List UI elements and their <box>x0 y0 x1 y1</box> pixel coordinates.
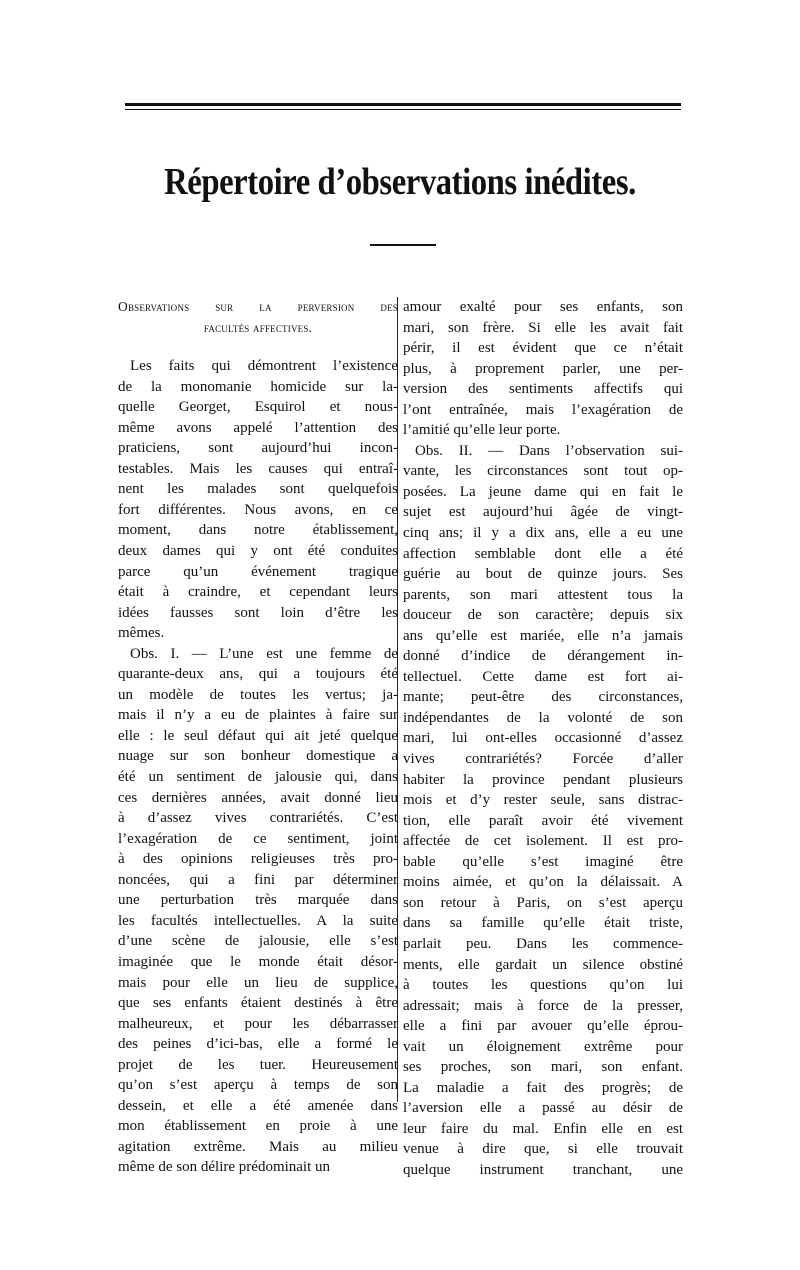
text-line: adressait; mais à force de la presser, <box>403 997 683 1014</box>
right-column <box>403 297 683 1181</box>
text-line: l’amitié qu’elle leur porte. <box>403 422 561 439</box>
text-line: elle a fini par avouer qu’elle éprou- <box>403 1018 683 1035</box>
text-line: vait un éloignement extrême pour <box>403 1038 683 1055</box>
text-line: que ses enfants étaient destinés à être <box>118 995 398 1012</box>
text-line: vives contrariétés? Forcée d’aller <box>403 751 683 768</box>
section-heading: facultés affectives. <box>203 319 313 335</box>
text-line: ments, elle gardait un silence obstiné <box>403 956 683 973</box>
text-line: habiter la province pendant plusieurs <box>403 771 683 788</box>
text-line: parce qu’un événement tragique <box>118 563 398 580</box>
text-line: ans qu’elle est mariée, elle n’a jamais <box>403 627 683 644</box>
text-line: été un sentiment de jalousie qui, dans <box>118 769 398 786</box>
text-line: cinq ans; il y a dix ans, elle a eu une <box>403 525 683 542</box>
text-line: Les faits qui démontrent l’existence <box>130 358 398 375</box>
text-line: mari, lui ont-elles occasionné d’assez <box>403 730 683 747</box>
text-line: sujet est aujourd’hui âgée de vingt- <box>403 504 683 521</box>
text-line: à d’assez vives contrariétés. C’est <box>118 810 398 827</box>
text-line: bable qu’elle s’est imaginé être <box>403 853 683 870</box>
text-line: mois et d’y rester seule, sans distrac- <box>403 792 683 809</box>
left-column <box>118 297 398 1178</box>
text-line: qu’on s’est aperçu à temps de son <box>118 1077 398 1094</box>
text-line: quarante-deux ans, qui a toujours été <box>118 666 398 683</box>
text-line: douceur de son caractère; depuis six <box>403 607 683 624</box>
text-line: posées. La jeune dame qui en fait le <box>403 483 683 500</box>
text-line: d’une scène de jalousie, elle s’est <box>118 933 398 950</box>
text-line: tion, elle paraît avoir été vivement <box>403 812 683 829</box>
text-line: dessein, et elle a été amenée dans <box>118 1097 398 1114</box>
text-line: mante; peut-être des circonstances, <box>403 689 683 706</box>
text-line: ses proches, son mari, son enfant. <box>403 1059 683 1076</box>
text-line: leur faire du mal. Enfin elle en est <box>403 1120 683 1137</box>
text-line: projet de les tuer. Heureusement <box>118 1056 398 1073</box>
text-line: les facultés intellectuelles. A la suite <box>118 912 398 929</box>
text-line: mais il n’y a eu de plaintes à faire sur <box>118 707 398 724</box>
text-line: l’ont entraînée, mais l’exagération de <box>403 401 683 418</box>
text-line: mêmes. <box>118 625 165 642</box>
text-line: praticiens, sont aujourd’hui incon- <box>118 440 398 457</box>
text-line: parents, son mari attestent tous la <box>403 586 683 603</box>
text-line: moins aimée, et qu’on la délaissait. A <box>403 874 683 891</box>
text-line: idées fausses sont loin d’être les <box>118 604 398 621</box>
text-line: était à craindre, et cependant leurs <box>118 584 398 601</box>
text-line: indépendantes de la volonté de son <box>403 709 683 726</box>
text-line: vante, les circonstances sont tout op- <box>403 463 683 480</box>
text-line: fort différentes. Nous avons, en ce <box>118 501 398 518</box>
text-line: l’exagération de ce sentiment, joint <box>118 830 398 847</box>
text-line: nent les malades sont quelquefois <box>118 481 398 498</box>
text-line: imaginée que le monde était désor- <box>118 953 398 970</box>
text-line: malheureux, et pour les débarrasser <box>118 1015 398 1032</box>
text-line: testables. Mais les causes qui entraî- <box>118 460 398 477</box>
header-rule-thin <box>125 109 681 110</box>
text-line: mais pour elle un lieu de supplice, <box>118 974 398 991</box>
text-line: tellectuel. Cette dame est fort ai- <box>403 668 683 685</box>
page-title: Répertoire d’observations inédites. <box>164 161 636 203</box>
text-line: quelle Georget, Esquirol et nous- <box>118 399 398 416</box>
text-line: Obs. I. — L’une est une femme de <box>130 645 398 662</box>
text-line: noncées, qui a fini par déterminer <box>118 871 398 888</box>
text-line: mari, son frère. Si elle les avait fait <box>403 319 683 336</box>
text-line: deux dames qui y ont été conduites <box>118 543 398 560</box>
text-line: affectée de cet isolement. Il est pro- <box>403 833 683 850</box>
text-line: dans sa famille qu’elle était triste, <box>403 915 683 932</box>
text-line: mon établissement en proie à une <box>118 1118 398 1135</box>
text-line: de la monomanie homicide sur la- <box>118 378 398 395</box>
spacer <box>118 338 398 356</box>
text-line: plus, à proprement parler, une per- <box>403 360 683 377</box>
text-line: même avons appelé l’attention des <box>118 419 398 436</box>
text-line: La maladie a fait des progrès; de <box>403 1079 683 1096</box>
text-line: un modèle de toutes les vertus; ja- <box>118 686 398 703</box>
text-line: parlait peu. Dans les commence- <box>403 935 683 952</box>
text-line: amour exalté pour ses enfants, son <box>403 299 683 315</box>
text-line: quelque instrument tranchant, une <box>403 1161 683 1178</box>
text-line: ces dernières années, avait donné lieu <box>118 789 398 806</box>
text-line: donné d’indice de dérangement in- <box>403 648 683 665</box>
section-heading: Observations sur la perversion des <box>118 299 398 314</box>
text-line: moment, dans notre établissement, <box>118 522 398 539</box>
text-line: son retour à Paris, on s’est aperçu <box>403 894 683 911</box>
text-line: à des opinions religieuses très pro- <box>118 851 398 868</box>
text-line: agitation extrême. Mais au milieu <box>118 1138 398 1155</box>
text-line: nuage sur son bonheur domestique a <box>118 748 398 765</box>
header-rule-thick <box>125 103 681 106</box>
text-line: une perturbation très marquée dans <box>118 892 398 909</box>
text-line: elle : le seul défaut qui ait jeté quelque <box>118 727 398 744</box>
title-underline <box>370 244 436 246</box>
text-line: l’aversion elle a passé au désir de <box>403 1100 683 1117</box>
text-line: Obs. II. — Dans l’observation sui- <box>415 442 683 459</box>
text-line: des peines d’ici-bas, elle a formé le <box>118 1036 398 1053</box>
text-line: version des sentiments affectifs qui <box>403 381 683 398</box>
text-line: guérie au bout de quinze jours. Ses <box>403 566 683 583</box>
text-line: venue à dire que, si elle trouvait <box>403 1141 683 1158</box>
text-line: affection semblable dont elle a été <box>403 545 683 562</box>
text-line: même de son délire prédominait un <box>118 1159 331 1176</box>
text-line: périr, il est évident que ce n’était <box>403 340 683 357</box>
text-line: à toutes les questions qu’on lui <box>403 977 683 994</box>
